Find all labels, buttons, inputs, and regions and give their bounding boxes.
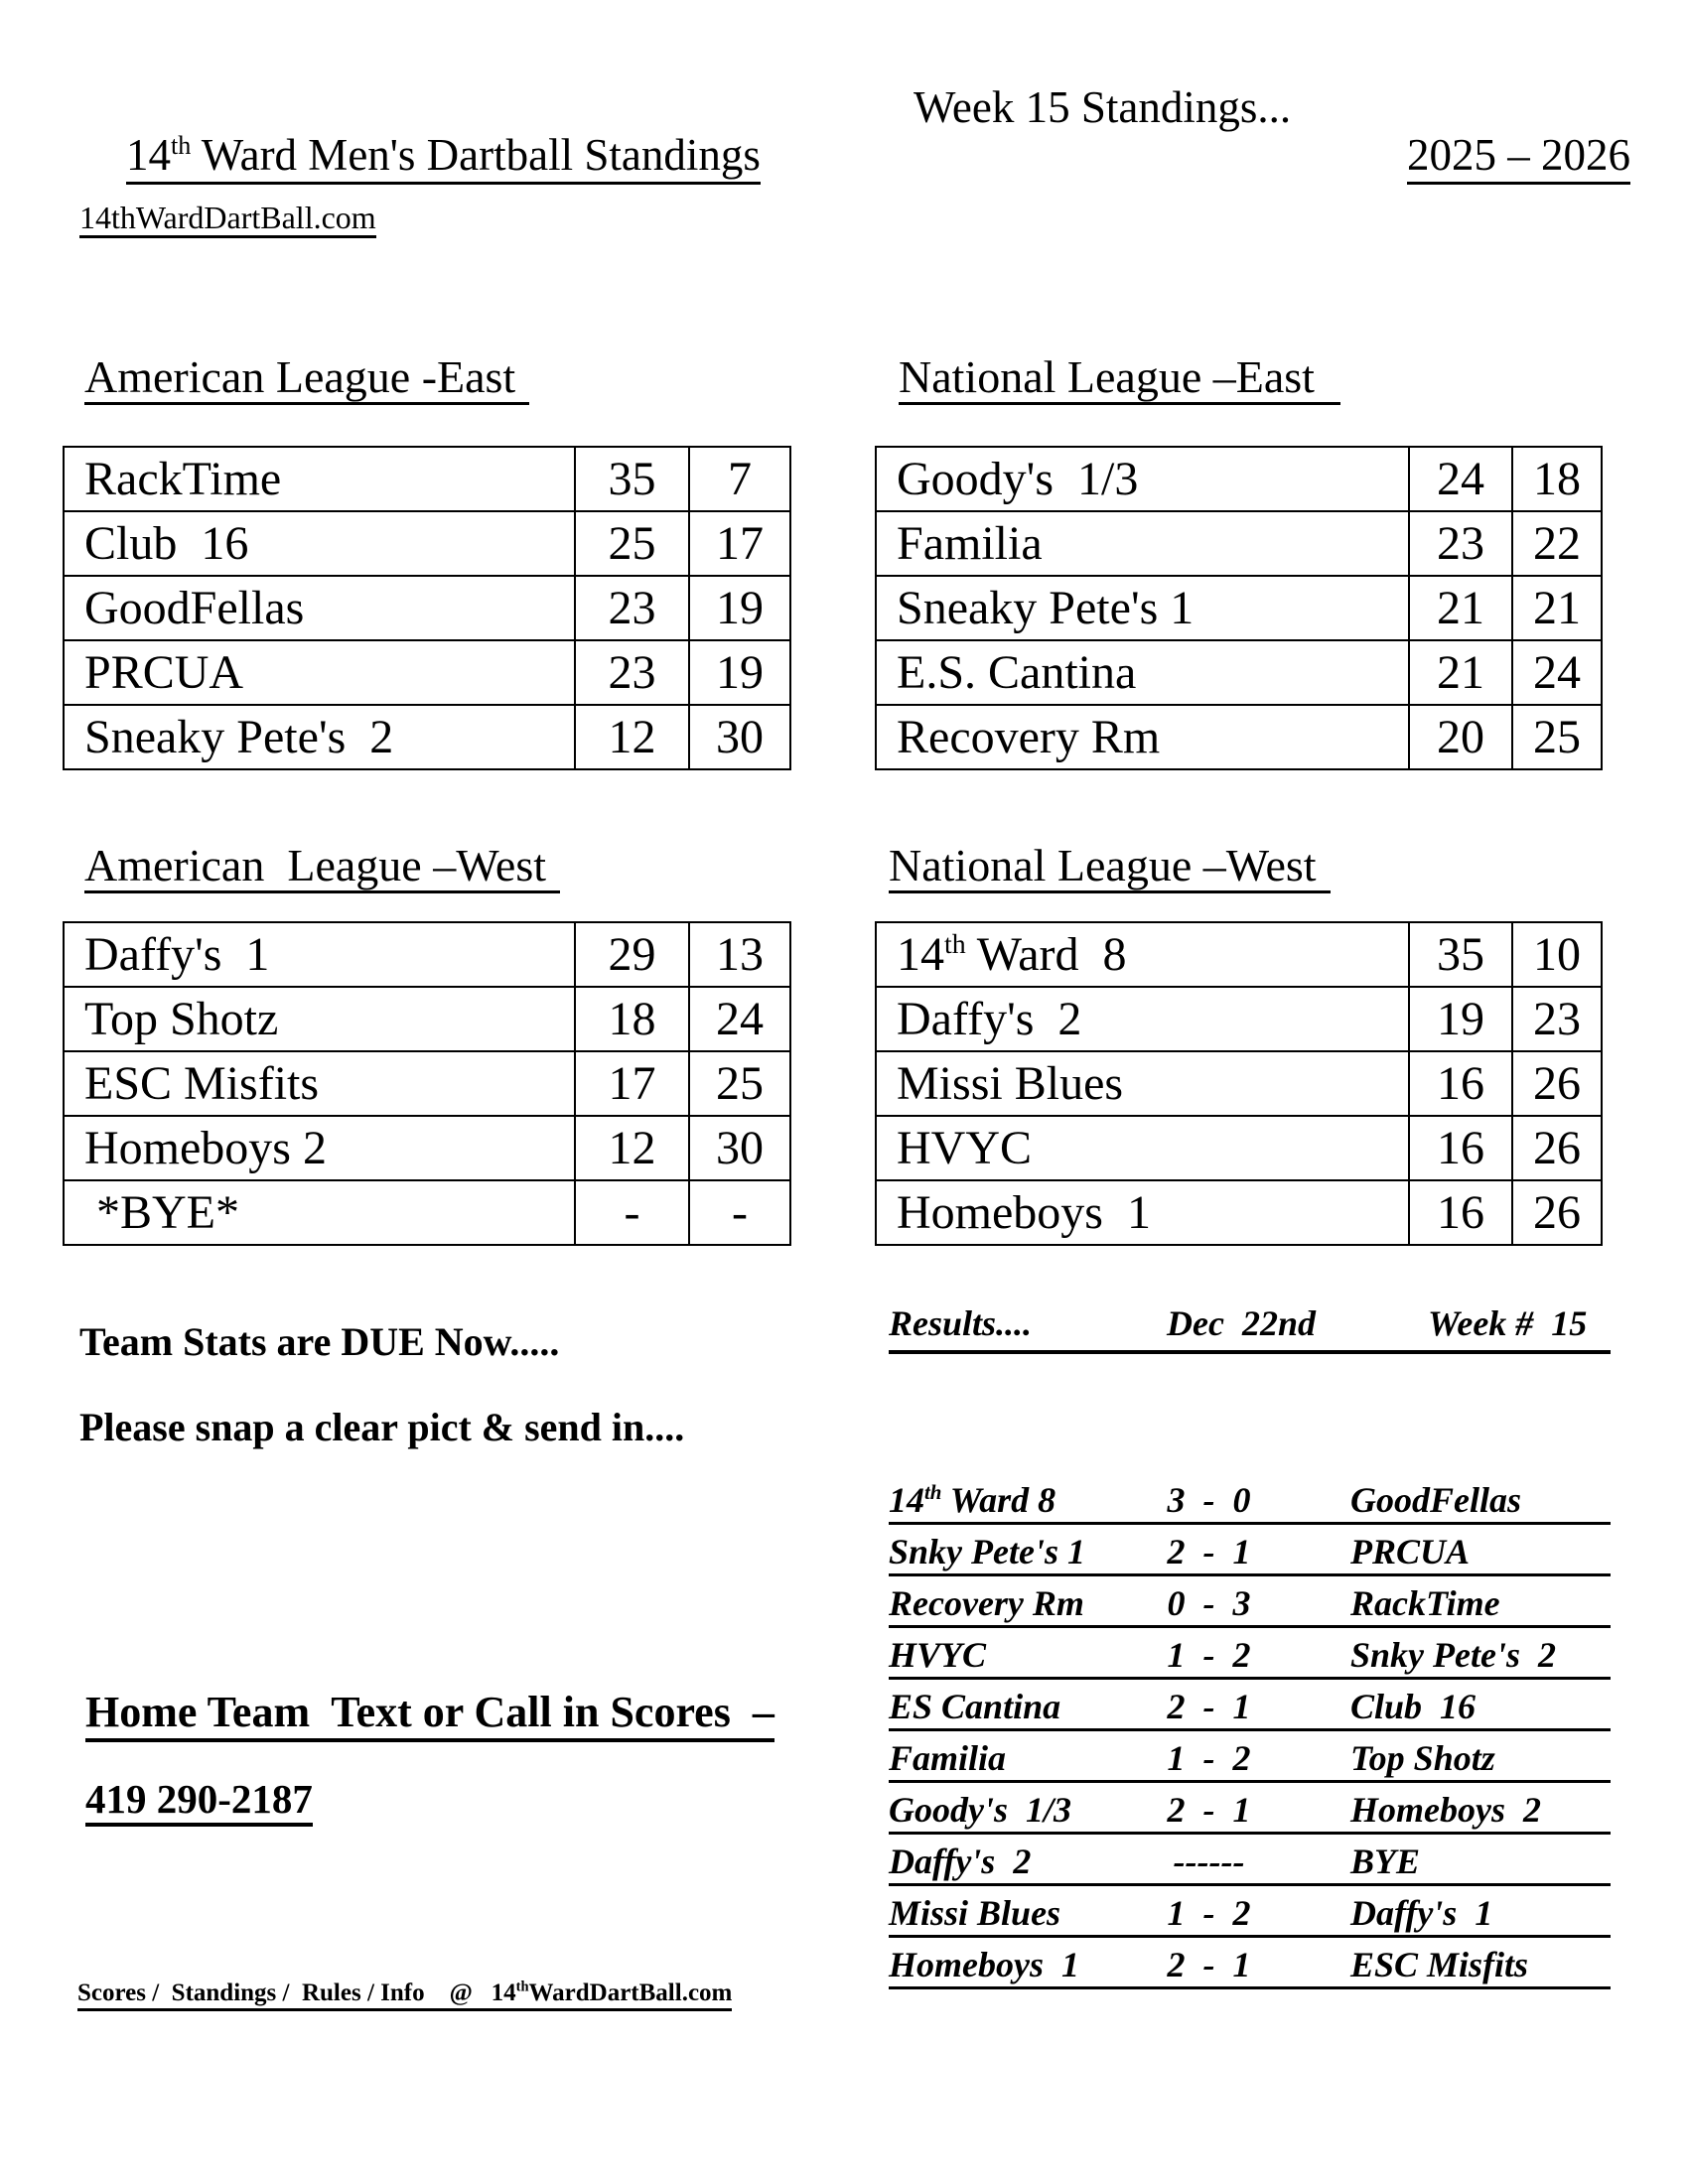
- result-row: [889, 1628, 1611, 1680]
- result-away-team: [1350, 1737, 1611, 1779]
- wins-cell: 12: [575, 705, 689, 769]
- standings-row: [876, 1180, 1602, 1245]
- standings-row: [876, 705, 1602, 769]
- standings-row: [876, 511, 1602, 576]
- result-home-team: [889, 1634, 1162, 1676]
- text-part: PRCUA: [1350, 1532, 1471, 1571]
- losses-cell: 26: [1512, 1116, 1602, 1180]
- team-name-cell: [64, 511, 575, 576]
- team-name-cell: [876, 1180, 1409, 1245]
- text-part: ESC Misfits: [1350, 1945, 1529, 1984]
- standings-row: [64, 1051, 790, 1116]
- result-home-team: [889, 1582, 1162, 1624]
- team-name-cell: [876, 1116, 1409, 1180]
- standings-row: [876, 447, 1602, 511]
- text-part: *BYE*: [84, 1185, 239, 1239]
- text-part: ESC Misfits: [84, 1056, 320, 1110]
- wins-cell: 23: [1409, 511, 1512, 576]
- wins-cell: 16: [1409, 1051, 1512, 1116]
- superscript: th: [515, 1979, 529, 1995]
- standings-row: [64, 1116, 790, 1180]
- result-away-team: [1350, 1789, 1611, 1831]
- season-text: 2025 – 2026: [1407, 130, 1630, 185]
- result-away-team: [1350, 1892, 1611, 1934]
- standings-row: [64, 705, 790, 769]
- text-part: HVYC: [897, 1121, 1033, 1174]
- text-part: Recovery Rm: [889, 1583, 1084, 1623]
- losses-cell: 19: [689, 576, 790, 640]
- standings-table-al-west: [63, 921, 791, 1246]
- text-part: BYE: [1350, 1842, 1421, 1881]
- wins-cell: 17: [575, 1051, 689, 1116]
- losses-cell: 13: [689, 922, 790, 987]
- result-score: 2 - 1: [1167, 1532, 1251, 1571]
- losses-cell: 24: [689, 987, 790, 1051]
- text-part: Ward 8: [941, 1480, 1056, 1520]
- team-name-cell: [64, 1180, 575, 1245]
- team-name-cell: [64, 922, 575, 987]
- wins-cell: 20: [1409, 705, 1512, 769]
- text-part: Sneaky Pete's 1: [897, 581, 1195, 634]
- text-part: RackTime: [1350, 1583, 1500, 1623]
- wins-cell: 18: [575, 987, 689, 1051]
- results-header: [889, 1302, 1611, 1354]
- result-home-team: [889, 1479, 1162, 1521]
- standings-row: [64, 447, 790, 511]
- team-name-cell: [64, 1116, 575, 1180]
- result-home-team: [889, 1944, 1162, 1985]
- text-part: Homeboys 1: [897, 1185, 1151, 1239]
- team-name-cell: [876, 576, 1409, 640]
- text-part: RackTime: [84, 452, 282, 505]
- text-part: ES Cantina: [889, 1687, 1061, 1726]
- team-name-cell: [876, 640, 1409, 705]
- result-score: 1 - 2: [1167, 1893, 1251, 1933]
- team-name-cell: [64, 987, 575, 1051]
- team-name-cell: [876, 922, 1409, 987]
- result-away-team: [1350, 1944, 1611, 1985]
- team-name-cell: [64, 447, 575, 511]
- superscript: th: [944, 928, 966, 960]
- standings-table-nl-east: [875, 446, 1603, 770]
- results-date: Dec 22nd: [1167, 1303, 1316, 1343]
- standings-row: [64, 511, 790, 576]
- phone-line: [70, 1759, 313, 1839]
- losses-cell: 18: [1512, 447, 1602, 511]
- wins-cell: 19: [1409, 987, 1512, 1051]
- losses-cell: 22: [1512, 511, 1602, 576]
- losses-cell: 26: [1512, 1051, 1602, 1116]
- team-name-cell: [64, 576, 575, 640]
- superscript: th: [924, 1480, 942, 1504]
- text-part: Missi Blues: [889, 1893, 1061, 1933]
- heading-al-east: American League -East: [84, 353, 529, 405]
- result-score: 0 - 3: [1167, 1583, 1251, 1623]
- losses-cell: 25: [1512, 705, 1602, 769]
- result-row: [889, 1731, 1611, 1783]
- result-home-team: [889, 1737, 1162, 1779]
- footer-info-line: [77, 1979, 732, 2011]
- result-away-team: [1350, 1686, 1611, 1727]
- standings-row: [876, 1051, 1602, 1116]
- team-name-cell: [876, 447, 1409, 511]
- result-home-team: [889, 1892, 1162, 1934]
- text-part: Top Shotz: [84, 992, 279, 1045]
- text-part: PRCUA: [84, 645, 244, 699]
- standings-row: [64, 576, 790, 640]
- wins-cell: 29: [575, 922, 689, 987]
- losses-cell: 7: [689, 447, 790, 511]
- wins-cell: 25: [575, 511, 689, 576]
- result-score: ------: [1173, 1842, 1245, 1881]
- standings-row: [64, 922, 790, 987]
- text-part: Daffy's 1: [84, 927, 270, 981]
- wins-cell: 12: [575, 1116, 689, 1180]
- losses-cell: 30: [689, 1116, 790, 1180]
- snap-pict-note: Please snap a clear pict & send in....: [79, 1405, 685, 1449]
- result-home-team: [889, 1789, 1162, 1831]
- wins-cell: 21: [1409, 576, 1512, 640]
- result-row: [889, 1525, 1611, 1576]
- result-row: [889, 1680, 1611, 1731]
- losses-cell: 17: [689, 511, 790, 576]
- losses-cell: 10: [1512, 922, 1602, 987]
- text-part: Club 16: [1350, 1687, 1477, 1726]
- team-name-cell: [876, 705, 1409, 769]
- footer-pre: Scores / Standings / Rules / Info @ 14: [77, 1979, 516, 2006]
- result-row: [889, 1886, 1611, 1938]
- text-part: HVYC: [889, 1635, 987, 1675]
- text-part: GoodFellas: [84, 581, 305, 634]
- team-name-cell: [876, 987, 1409, 1051]
- team-name-cell: [876, 511, 1409, 576]
- text-part: Snky Pete's 1: [889, 1532, 1085, 1571]
- wins-cell: 23: [575, 640, 689, 705]
- result-row: [889, 1938, 1611, 1989]
- result-row: [889, 1576, 1611, 1628]
- wins-cell: 16: [1409, 1180, 1512, 1245]
- heading-al-west: American League –West: [84, 842, 560, 893]
- stats-due-note: Team Stats are DUE Now.....: [79, 1319, 560, 1364]
- week-label: Week 15 Standings...: [914, 82, 1292, 132]
- result-score: 2 - 1: [1167, 1945, 1251, 1984]
- home-team-text: Home Team Text or Call in Scores –: [85, 1688, 774, 1742]
- text-part: Recovery Rm: [897, 710, 1161, 763]
- text-part: Club 16: [84, 516, 249, 570]
- home-team-score-line: [70, 1672, 774, 1753]
- losses-cell: 23: [1512, 987, 1602, 1051]
- wins-cell: 35: [1409, 922, 1512, 987]
- result-home-team: [889, 1686, 1162, 1727]
- standings-table-al-east: [63, 446, 791, 770]
- result-score: 2 - 1: [1167, 1687, 1251, 1726]
- heading-nl-west: National League –West: [889, 842, 1331, 893]
- wins-cell: 21: [1409, 640, 1512, 705]
- phone-number: 419 290-2187: [85, 1776, 313, 1827]
- losses-cell: 19: [689, 640, 790, 705]
- text-part: Homeboys 2: [84, 1121, 327, 1174]
- wins-cell: 16: [1409, 1116, 1512, 1180]
- standings-table-nl-west: [875, 921, 1603, 1246]
- website-text: 14thWardDartBall.com: [79, 201, 376, 238]
- standings-row: [64, 1180, 790, 1245]
- standings-row: [876, 576, 1602, 640]
- team-name-cell: [876, 1051, 1409, 1116]
- standings-row: [64, 987, 790, 1051]
- standings-row: [876, 1116, 1602, 1180]
- text-part: Sneaky Pete's 2: [84, 710, 394, 763]
- results-list: [889, 1473, 1611, 1989]
- result-row: [889, 1835, 1611, 1886]
- text-part: E.S. Cantina: [897, 645, 1137, 699]
- wins-cell: -: [575, 1180, 689, 1245]
- results-label: Results....: [889, 1303, 1033, 1343]
- result-home-team: [889, 1531, 1162, 1572]
- wins-cell: 24: [1409, 447, 1512, 511]
- result-row: [889, 1783, 1611, 1835]
- text-part: Missi Blues: [897, 1056, 1124, 1110]
- losses-cell: 30: [689, 705, 790, 769]
- result-score: 2 - 1: [1167, 1790, 1251, 1830]
- text-part: Ward 8: [965, 927, 1127, 981]
- page-title-text: [126, 130, 761, 185]
- text-part: Snky Pete's 2: [1350, 1635, 1556, 1675]
- text-part: GoodFellas: [1350, 1480, 1522, 1520]
- result-score: 3 - 0: [1167, 1480, 1251, 1520]
- superscript: th: [171, 131, 192, 160]
- result-away-team: [1350, 1841, 1611, 1882]
- losses-cell: 21: [1512, 576, 1602, 640]
- result-home-team: [889, 1841, 1162, 1882]
- text-part: Top Shotz: [1350, 1738, 1495, 1778]
- title-rest: Ward Men's Dartball Standings: [191, 130, 761, 180]
- wins-cell: 23: [575, 576, 689, 640]
- standings-row: [64, 640, 790, 705]
- text-part: Familia: [889, 1738, 1007, 1778]
- team-name-cell: [64, 705, 575, 769]
- standings-row: [876, 640, 1602, 705]
- losses-cell: 25: [689, 1051, 790, 1116]
- heading-nl-east: National League –East: [899, 353, 1340, 405]
- standings-row: [876, 987, 1602, 1051]
- losses-cell: -: [689, 1180, 790, 1245]
- text-part: 14: [897, 927, 944, 981]
- result-away-team: [1350, 1531, 1611, 1572]
- season-label: [1362, 83, 1630, 226]
- text-part: Goody's 1/3: [897, 452, 1139, 505]
- losses-cell: 24: [1512, 640, 1602, 705]
- team-name-cell: [64, 640, 575, 705]
- text-part: 14: [889, 1480, 924, 1520]
- text-part: Homeboys 1: [889, 1945, 1079, 1984]
- results-week: Week # 15: [1428, 1303, 1588, 1343]
- result-away-team: [1350, 1634, 1611, 1676]
- text-part: Daffy's 1: [1350, 1893, 1493, 1933]
- footer-rest: WardDartBall.com: [528, 1979, 733, 2006]
- text-part: Homeboys 2: [1350, 1790, 1541, 1830]
- text-part: Goody's 1/3: [889, 1790, 1071, 1830]
- standings-row: [876, 922, 1602, 987]
- losses-cell: 26: [1512, 1180, 1602, 1245]
- team-name-cell: [64, 1051, 575, 1116]
- result-away-team: [1350, 1479, 1611, 1521]
- result-score: 1 - 2: [1167, 1635, 1251, 1675]
- text-part: Daffy's 2: [889, 1842, 1032, 1881]
- text-part: Familia: [897, 516, 1043, 570]
- text-part: Daffy's 2: [897, 992, 1082, 1045]
- result-score: 1 - 2: [1167, 1738, 1251, 1778]
- result-row: [889, 1473, 1611, 1525]
- wins-cell: 35: [575, 447, 689, 511]
- result-away-team: [1350, 1582, 1611, 1624]
- title-number: 14: [126, 130, 171, 180]
